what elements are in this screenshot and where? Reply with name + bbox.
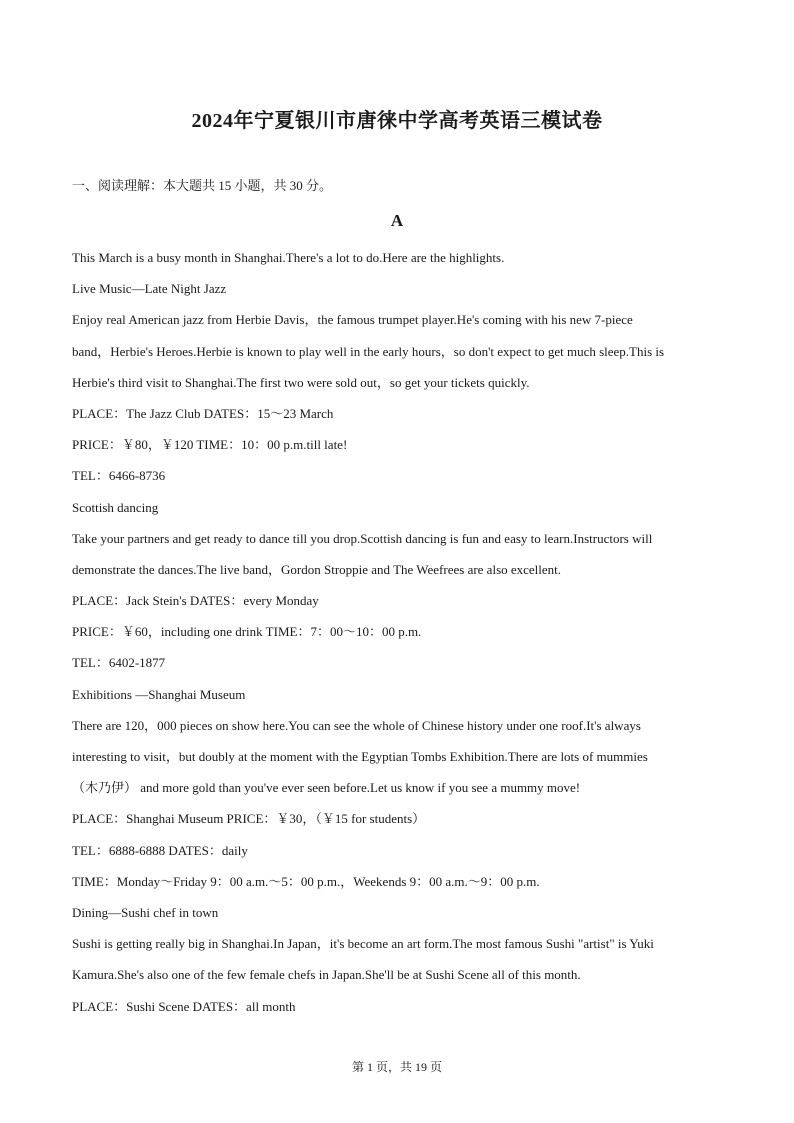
text-line: Kamura.She's also one of the few female chefs in Japan.She'll be at Sushi Scene all of this month. <box>72 967 581 983</box>
text-line: Herbie's third visit to Shanghai.The first two were sold out，so get your tickets quickly. <box>72 374 530 390</box>
text-line: There are 120，000 pieces on show here.You can see the whole of Chinese history under one roof.It's always <box>72 717 641 733</box>
text-line: band，Herbie's Heroes.Herbie is known to play well in the early hours，so don't expect to get much sleep.This is <box>72 343 665 359</box>
text-line: PLACE：Jack Stein's DATES：every Monday <box>72 593 319 609</box>
text-line: Sushi is getting really big in Shanghai.In Japan，it's become an art form.The most famous Sushi "artist" is Yuki <box>72 936 654 952</box>
text-line: Enjoy real American jazz from Herbie Davis，the famous trumpet player.He's coming with his new 7-piece <box>72 312 633 328</box>
page-title: 2024年宁夏银川市唐徕中学高考英语三模试卷 <box>191 110 603 132</box>
text-line: demonstrate the dances.The live band，Gordon Stroppie and The Weefrees are also excellent. <box>72 561 562 577</box>
text-line: TEL：6888-6888 DATES：daily <box>72 842 248 858</box>
text-line: PRICE：￥80，￥120 TIME：10：00 p.m.till late! <box>72 437 348 453</box>
text-line: TEL：6466-8736 <box>72 468 166 484</box>
passage-body <box>72 242 712 1022</box>
text-line: TIME：Monday～Friday 9：00 a.m.～5：00 p.m.，Weekends 9：00 a.m.～9：00 p.m. <box>72 873 540 889</box>
text-line: TEL：6402-1877 <box>72 655 166 671</box>
text-line: PLACE：Shanghai Museum PRICE：￥30，（￥15 for students） <box>72 811 426 827</box>
text-line: PRICE：￥60，including one drink TIME：7：00～10：00 p.m. <box>72 624 422 640</box>
passage-label: A <box>390 211 404 230</box>
text-line: Take your partners and get ready to dance till you drop.Scottish dancing is fun and easy to learn.Instructors will <box>72 530 653 546</box>
text-line: PLACE：Sushi Scene DATES：all month <box>72 998 296 1014</box>
text-line: PLACE：The Jazz Club DATES：15～23 March <box>72 405 334 421</box>
section-heading: 一、阅读理解：本大题共 15 小题，共 30 分。 <box>72 178 333 193</box>
text-line: This March is a busy month in Shanghai.There's a lot to do.Here are the highlights. <box>72 250 505 265</box>
text-line: Exhibitions —Shanghai Museum <box>72 686 246 702</box>
text-line: Dining—Sushi chef in town <box>72 904 219 920</box>
page-footer: 第 1 页，共 19 页 <box>351 1060 442 1074</box>
text-line: Scottish dancing <box>72 499 159 515</box>
text-line: （木乃伊） and more gold than you've ever seen before.Let us know if you see a mummy move! <box>72 780 581 796</box>
text-line: Live Music—Late Night Jazz <box>72 281 227 297</box>
text-line: interesting to visit，but doubly at the moment with the Egyptian Tombs Exhibition.There are lots of mummies <box>72 749 648 764</box>
